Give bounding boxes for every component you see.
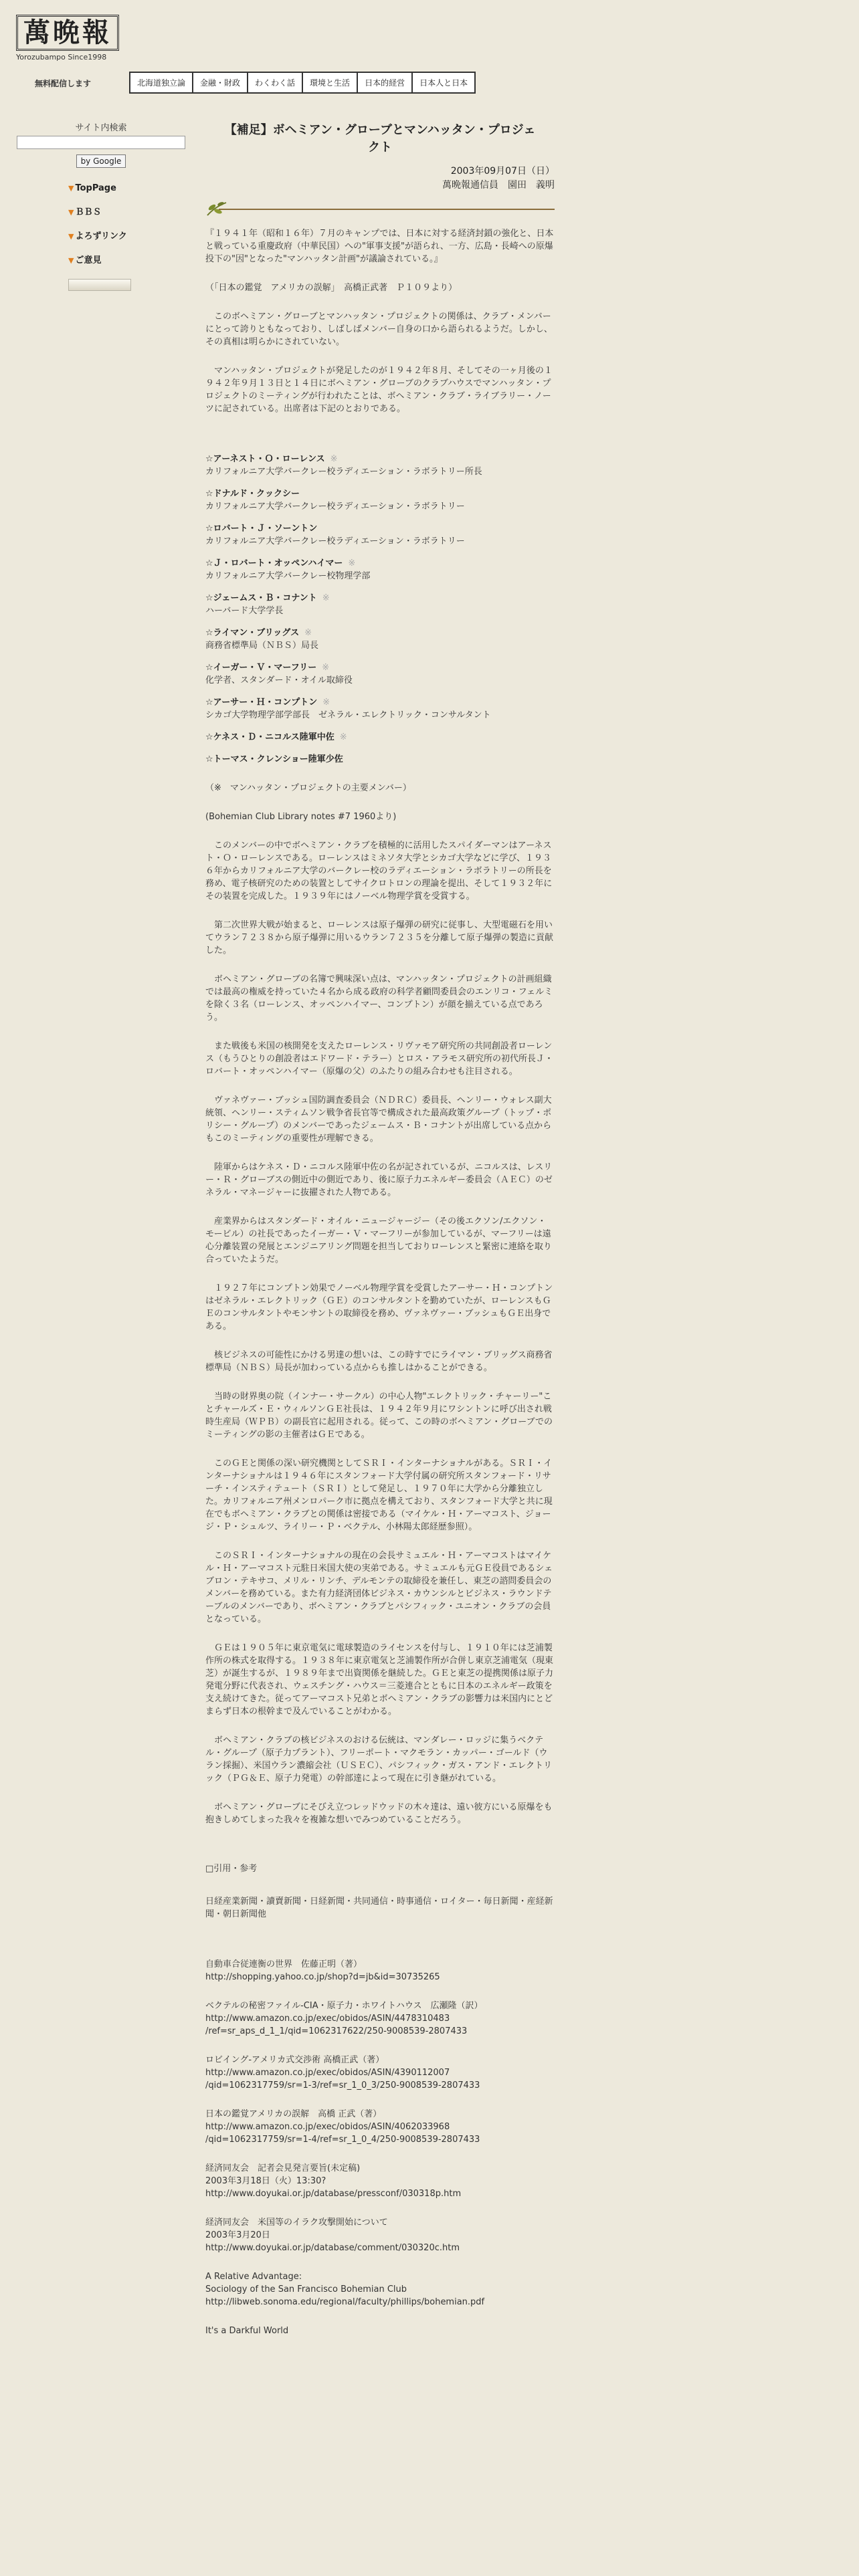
member-item (205, 661, 555, 687)
member-item (205, 627, 555, 652)
arrow-down-icon: ▼ (68, 184, 74, 193)
sidebar-item-label: ご意見 (75, 255, 102, 265)
nav-wakuwaku[interactable]: わくわく話 (248, 73, 303, 92)
reference-item[interactable]: ロビイング-アメリカ式交渉術 高橋正武（著） http://www.amazon.co.jp/exec/obidos/ASIN/4390112007 /qid=1062317759/sr=1-3/ref=sr_1_0_3/250-9008539-2807433 (205, 2055, 480, 2090)
nav-management[interactable]: 日本的経営 (358, 73, 413, 92)
search-input[interactable] (17, 136, 185, 149)
nav-hokkaido[interactable]: 北海道独立論 (130, 73, 193, 92)
reference-item: It's a Darkful World (205, 2326, 289, 2336)
references-heading: □引用・参考 (205, 1864, 258, 1874)
member-role: カリフォルニア大学バークレー校物理学部 (205, 571, 371, 581)
member-name: ☆ライマン・ブリッグス (205, 628, 300, 638)
member-name: ☆Ｊ・ロバート・オッペンハイマー (205, 558, 343, 568)
reference-item[interactable]: 自動車合従連衡の世界 佐藤正明（著） http://shopping.yahoo.co.jp/shop?d=jb&id=30735265 (205, 1959, 440, 1982)
member-item (205, 753, 555, 766)
member-role: カリフォルニア大学バークレー校ラディエーション・ラボラトリー (205, 502, 465, 512)
sidebar-item-label: ＢＢＳ (75, 207, 102, 217)
members-note: （※ マンハッタン・プロジェクトの主要メンバー） (205, 783, 411, 793)
sidebar-links (13, 183, 189, 267)
member-name: ☆ロバート・Ｊ・ソーントン (205, 524, 318, 534)
article (205, 120, 555, 2353)
member-name: ☆ドナルド・クックシー (205, 489, 300, 499)
member-role: シカゴ大学物理学部学部長 ゼネラル・エレクトリック・コンサルタント (205, 710, 491, 720)
reference-item: 日経産業新聞・讀賣新聞・日経新聞・共同通信・時事通信・ロイター・毎日新聞・産経新聞・朝日新聞他 (205, 1897, 553, 1919)
paragraph: このメンバーの中でボヘミアン・クラブを積極的に活用したスパイダーマンはアーネスト・Ｏ・ローレンスである。ローレンスはミネソタ大学とシカゴ大学などに学び、１９３６年からカリフォルニア大学のバークレー校のラディエーション・ラボラトリーの所長を務め、電子核研究のための装置としてサイクロトロンの理論を提出、そして１９３２年にその装置を完成した。１９３９年にはノーベル物理学賞を受賞する。 (205, 841, 553, 901)
member-note: ※ (304, 628, 312, 638)
paragraph: ボヘミアン・クラブの核ビジネスのおける伝統は、マンダレー・ロッジに集うベクテル・グループ（原子力プラント）、フリーポート・マクモラン・カッパー・ゴールド（ウラン採掘）、米国ウラン濃縮会社（ＵＳＥＣ）、パシフィック・ガス・アンド・エレクトリック（ＰＧ＆Ｅ、原子力発電）の幹部達によって現在に引き継がれている。 (205, 1735, 553, 1784)
member-note: ※ (322, 593, 330, 603)
sidebar-item-opinion[interactable] (68, 255, 142, 267)
paragraph: 当時の財界奥の院（インナー・サークル）の中心人物"エレクトリック・チャーリー"ことチャールズ・Ｅ・ウィルソンＧＥ社長は、１９４２年９月にワシントンに呼び出され戦時生産局（ＷＰＢ）の副長官に起用される。従って、この時のボヘミアン・グローブでのミーティングの影の主催者はＧＥである。 (205, 1392, 553, 1440)
sidebar-item-label: TopPage (75, 183, 116, 193)
divider-line (219, 209, 555, 210)
member-note: ※ (348, 558, 356, 568)
intro-citation: （「日本の鑑覚 アメリカの誤解」 高橋正武著 Ｐ１０９より） (205, 283, 458, 293)
paragraph: 産業界からはスタンダード・オイル・ニュージャージー（その後エクソン/エクソン・モービル）の社長であったイーガー・Ｖ・マーフリーが参加しているが、マーフリーは遠心分離装置の発展とエンジニアリング問題を担当しておりローレンスと緊密に連絡を取り合っていたようだ。 (205, 1216, 552, 1265)
member-item (205, 696, 555, 722)
reference-item[interactable]: 日本の鑑覚アメリカの誤解 高橋 正武（著） http://www.amazon.co.jp/exec/obidos/ASIN/4062033968 /qid=1062317759/sr=1-4/ref=sr_1_0_4/250-9008539-2807433 (205, 2109, 480, 2145)
article-title: 【補足】ボヘミアン・グローブとマンハッタン・プロジェクト (224, 123, 536, 154)
members-source: (Bohemian Club Library notes #7 1960より) (205, 812, 397, 822)
member-name: ☆ジェームス・Ｂ・コナント (205, 593, 317, 603)
top-nav (129, 72, 476, 94)
nav-environment[interactable]: 環境と生活 (303, 73, 358, 92)
reference-item[interactable]: 経済同友会 記者会見発言要旨(未定稿) 2003年3月18日（火）13:30? http://www.doyukai.or.jp/database/pressconf/030318p.htm (205, 2163, 462, 2199)
site-logo[interactable] (16, 15, 119, 62)
paragraph: ＧＥは１９０５年に東京電気に電球製造のライセンスを付与し、１９１０年には芝浦製作所の株式を取得する。１９３８年に東京電気と芝浦製作所が合併し東京芝浦電気（現東芝）が誕生するが、１９８９年まで出資関係を継続した。ＧＥと東芝の提携関係は原子力発電分野に代表され、ウェスチング・ハウス＝三菱連合とともに日本のエネルギー政策を支え続けてきた。従ってアーマコスト兄弟とボヘミアン・クラブの影響力は米国内にとどまらず日本の根幹まで及んでいることがわかる。 (205, 1643, 554, 1717)
paragraph: １９２７年にコンプトン効果でノーベル物理学賞を受賞したアーサー・Ｈ・コンプトンはゼネラル・エレクトリック（ＧＥ）のコンサルタントを勤めていたが、ローレンスもＧＥのコンサルタントやモンサントの取締役を務め、ヴァネヴァー・ブッシュもＧＥ出身である。 (205, 1283, 553, 1331)
sidebar-item-label: よろずリンク (75, 231, 127, 241)
member-role: ハーバード大学学長 (205, 606, 284, 616)
member-item (205, 522, 555, 548)
paragraph: ボヘミアン・グローブの名簿で興味深い点は、マンハッタン・プロジェクトの計画組織では最高の権威を持っていた４名から成る政府の科学者顧問委員会のエンリコ・フェルミを除く３名（ローレンス、オッペンハイマー、コンプトン）が顔を揃えている点であろう。 (205, 974, 553, 1023)
arrow-down-icon: ▼ (68, 232, 74, 241)
article-date: 2003年09月07日（日） (450, 166, 555, 177)
member-list (205, 453, 555, 766)
member-role: カリフォルニア大学バークレー校ラディエーション・ラボラトリー (205, 536, 465, 546)
member-item (205, 453, 555, 478)
member-name: ☆アーサー・Ｈ・コンプトン (205, 697, 318, 708)
member-item (205, 592, 555, 617)
free-distribution-label: 無料配信します (35, 79, 92, 88)
member-name: ☆ケネス・Ｄ・ニコルス陸軍中佐 (205, 732, 335, 742)
logo-subtitle: Yorozubampo Since1998 (16, 53, 107, 62)
member-name: ☆トーマス・クレンショー陸軍少佐 (205, 754, 343, 764)
member-name: ☆イーガー・Ｖ・マーフリー (205, 663, 317, 673)
intro-quote: 『１９４１年（昭和１６年）７月のキャンプでは、日本に対する経済封鎖の強化と、日本と戦っている重慶政府（中華民国）への"軍事支援"が語られ、一方、広島・長崎への原爆投下の"因"となった"マンハッタン計画"が議論されている。』 (205, 229, 554, 264)
sidebar-item-links[interactable] (68, 231, 142, 243)
paragraph: ヴァネヴァー・ブッシュ国防調査委員会（ＮＤＲＣ）委員長、ヘンリー・ウォレス副大統領、ヘンリー・スティムソン戦争省長官等で構成された最高政策グループ（トップ・ポリシー・グループ）のメンバーであったジェームス・Ｂ・コナントが出席している点からもこのミーティングの重要性が理解できる。 (205, 1095, 552, 1144)
logo-text[interactable]: 萬晩報 (16, 15, 119, 51)
member-name: ☆アーネスト・Ｏ・ローレンス (205, 454, 325, 464)
sidebar-item-toppage[interactable] (68, 183, 142, 195)
title-divider (205, 195, 555, 222)
article-body (205, 227, 555, 2337)
paragraph: このＧＥと関係の深い研究機関としてＳＲＩ・インターナショナルがある。ＳＲＩ・インターナショナルは１９４６年にスタンフォード大学付属の研究所スタンフォード・リサーチ・インスティテュート（ＳＲＩ）として発足し、１９７０年に大学から分離独立した。カリフォルニア州メンロパーク市に拠点を構えており、スタンフォード大学と共に現在でもボヘミアン・クラブとの関係は密接である（マイケル・Ｈ・アーマコスト、ジョージ・Ｐ・シュルツ、ライリー・Ｐ・ベクテル、小林陽太郎経歴参照）。 (205, 1459, 553, 1532)
intro-paragraph: マンハッタン・プロジェクトが発足したのが１９４２年８月、そしてその一ヶ月後の１９４２年９月１３日と１４日にボヘミアン・グローブのクラブハウスでマンハッタン・プロジェクトのミーティングが行われたことは、ボヘミアン・クラブ・ライブラリー・ノーツに記されている。出席者は下記のとおりである。 (205, 366, 553, 414)
sidebar-banner[interactable] (68, 279, 131, 291)
member-item (205, 731, 555, 744)
reference-item[interactable]: ベクテルの秘密ファイル-CIA・原子力・ホワイトハウス 広瀬隆（訳） http://www.amazon.co.jp/exec/obidos/ASIN/4478310483 /ref=sr_aps_d_1_1/qid=1062317622/250-9008539-2807433 (205, 2001, 483, 2036)
nav-japanese[interactable]: 日本人と日本 (413, 73, 474, 92)
paragraph: 核ビジネスの可能性にかける男達の想いは、この時すでにライマン・ブリッグス商務省標準局（ＮＢＳ）局長が加わっている点からも推しはかることができる。 (205, 1350, 553, 1373)
reference-item[interactable]: 経済同友会 米国等のイラク攻撃開始について 2003年3月20日 http://www.doyukai.or.jp/database/comment/030320c.htm (205, 2218, 460, 2253)
arrow-down-icon: ▼ (68, 208, 74, 217)
sidebar-item-bbs[interactable] (68, 207, 142, 219)
member-note: ※ (339, 732, 347, 742)
nav-finance[interactable]: 金融・財政 (193, 73, 248, 92)
member-role: 化学者、スタンダード・オイル取締役 (205, 675, 353, 685)
reference-item[interactable]: A Relative Advantage: Sociology of the San Francisco Bohemian Club http://libweb.sonoma.edu/regional/faculty/phillips/bohemian.pdf (205, 2272, 485, 2307)
member-role: 商務省標準局（ＮＢＳ）局長 (205, 641, 319, 651)
paragraph: このＳＲＩ・インターナショナルの現在の会長サミュエル・Ｈ・アーマコストはマイケル・Ｈ・アーマコスト元駐日米国大使の実弟である。サミュエルも元ＧＥ役員であるシェブロン・テキサコ、メリル・リンチ、デルモンテの取締役を兼任し、東芝の諮問委員会のメンバーを務めている。また有力経済団体ビジネス・カウンシルとビジネス・ラウンドテーブルのメンバーであり、ボヘミアン・クラブとパシフィック・ユニオン・クラブの会員となっている。 (205, 1551, 553, 1624)
arrow-down-icon: ▼ (68, 256, 74, 265)
member-note: ※ (322, 697, 330, 708)
member-item (205, 488, 555, 513)
intro-paragraph: このボヘミアン・グローブとマンハッタン・プロジェクトの関係は、クラブ・メンバーにとって誇りともなっており、しばしばメンバー自身の口から語られるようだ。しかし、その真相は明らかにされていない。 (205, 312, 553, 347)
paragraph: 陸軍からはケネス・Ｄ・ニコルス陸軍中佐の名が記されているが、ニコルスは、レスリー・Ｒ・グローブスの側近中の側近であり、後に原子力エネルギー委員会（ＡＥＣ）のゼネラル・マネージャーに抜擢された人物である。 (205, 1162, 553, 1198)
site-search-title: サイト内検索 (75, 123, 127, 133)
article-author: 萬晩報通信員 園田 義明 (442, 180, 555, 191)
member-note: ※ (322, 663, 330, 673)
paragraph: ボヘミアン・グローブにそびえ立つレッドウッドの木々達は、遠い彼方にいる原爆をも抱きしめてしまった我々を複雑な想いでみつめていることだろう。 (205, 1802, 553, 1825)
member-note: ※ (330, 454, 338, 464)
member-item (205, 557, 555, 582)
member-role: カリフォルニア大学バークレー校ラディエーション・ラボラトリー所長 (205, 467, 482, 477)
paragraph: 第二次世界大戦が始まると、ローレンスは原子爆弾の研究に従事し、大型電磁石を用いてウラン７２３８から原子爆弾に用いるウラン７２３５を分離して原子爆弾の製造に貢献した。 (205, 920, 554, 956)
google-search-button[interactable]: by Google (76, 154, 126, 168)
paragraph: また戦後も米国の核開発を支えたローレンス・リヴァモア研究所の共同創設者ローレンス（もうひとりの創設者はエドワード・テラー）とロス・アラモス研究所の初代所長Ｊ・ロバート・オッペンハイマー（原爆の父）のふたりの組み合わせも注目される。 (205, 1041, 554, 1077)
sidebar (13, 120, 189, 291)
